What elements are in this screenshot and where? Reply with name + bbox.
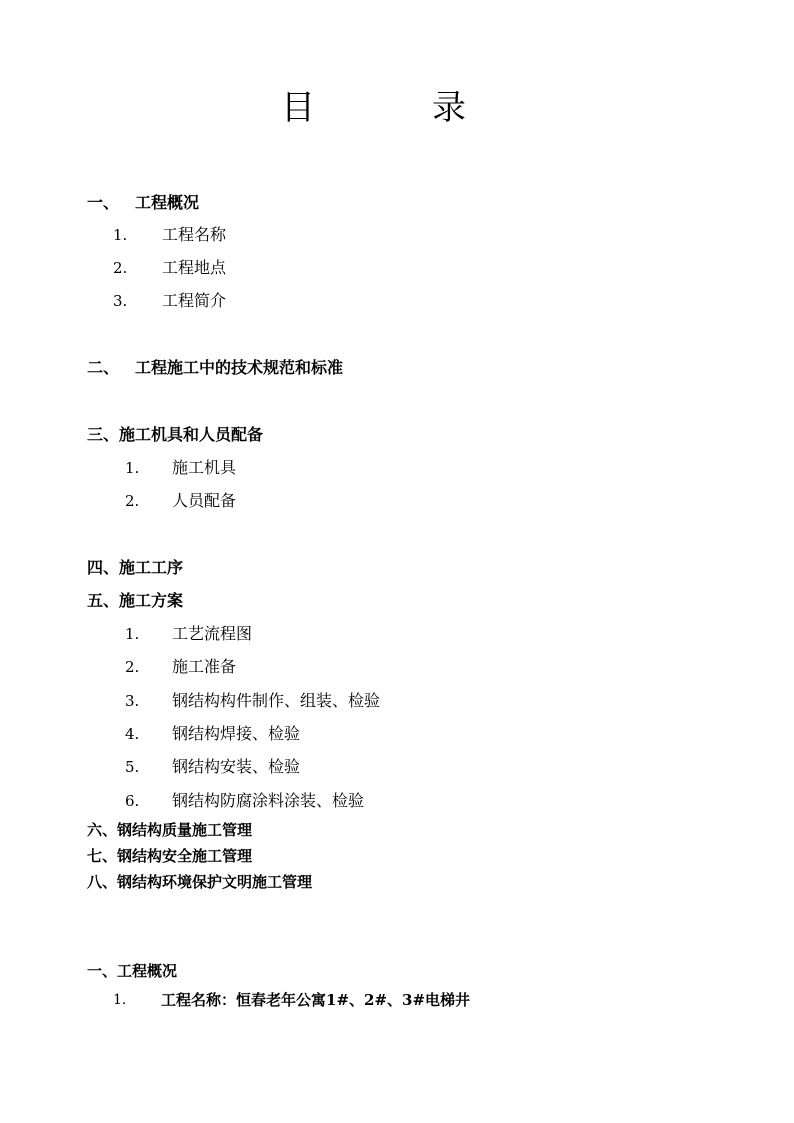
toc-item-label: 钢结构构件制作、组装、检验 (172, 691, 381, 710)
toc-item-number: 1. (125, 459, 140, 477)
toc-section-8-label: 八、钢结构环境保护文明施工管理 (87, 873, 313, 891)
toc-item-number: 6. (125, 792, 140, 810)
toc-item-label: 施工机具 (172, 458, 237, 477)
toc-title-char-1: 目 (281, 88, 315, 128)
toc-section-1-label: 工程概况 (135, 193, 200, 212)
toc-item-label: 工艺流程图 (172, 624, 253, 643)
toc-item-label: 钢结构焊接、检验 (172, 724, 301, 743)
toc-section-3-label: 三、施工机具和人员配备 (87, 425, 264, 444)
toc-item-number: 1. (113, 226, 128, 244)
toc-item-number: 1. (125, 625, 140, 643)
toc-section-2-label: 工程施工中的技术规范和标准 (135, 358, 344, 377)
toc-section-2-number: 二、 (87, 358, 120, 377)
toc-item-label: 人员配备 (172, 491, 237, 510)
toc-item-label: 工程简介 (162, 291, 227, 310)
toc-section-6-label: 六、钢结构质量施工管理 (87, 821, 253, 839)
toc-item-label: 钢结构防腐涂料涂装、检验 (172, 791, 365, 810)
body-item-label: 工程名称：恒春老年公寓1#、2#、3#电梯井 (161, 991, 471, 1009)
body-item-number: 1. (113, 992, 127, 1008)
toc-section-7-label: 七、钢结构安全施工管理 (87, 847, 253, 865)
toc-item-number: 5. (125, 758, 140, 776)
toc-item-number: 4. (125, 725, 140, 743)
toc-item-number: 2. (113, 259, 128, 277)
toc-item-number: 2. (125, 658, 140, 676)
toc-item-number: 2. (125, 492, 140, 510)
toc-item-label: 施工准备 (172, 657, 237, 676)
body-heading: 一、工程概况 (87, 962, 178, 980)
toc-section-1-number: 一、 (87, 193, 120, 212)
toc-item-number: 3. (125, 692, 140, 710)
toc-section-4-label: 四、施工工序 (87, 558, 184, 577)
toc-item-label: 工程名称 (162, 225, 227, 244)
toc-item-label: 钢结构安装、检验 (172, 757, 301, 776)
toc-item-label: 工程地点 (162, 258, 227, 277)
toc-section-5-label: 五、施工方案 (87, 591, 184, 610)
toc-item-number: 3. (113, 292, 128, 310)
toc-title-char-2: 录 (432, 88, 466, 128)
